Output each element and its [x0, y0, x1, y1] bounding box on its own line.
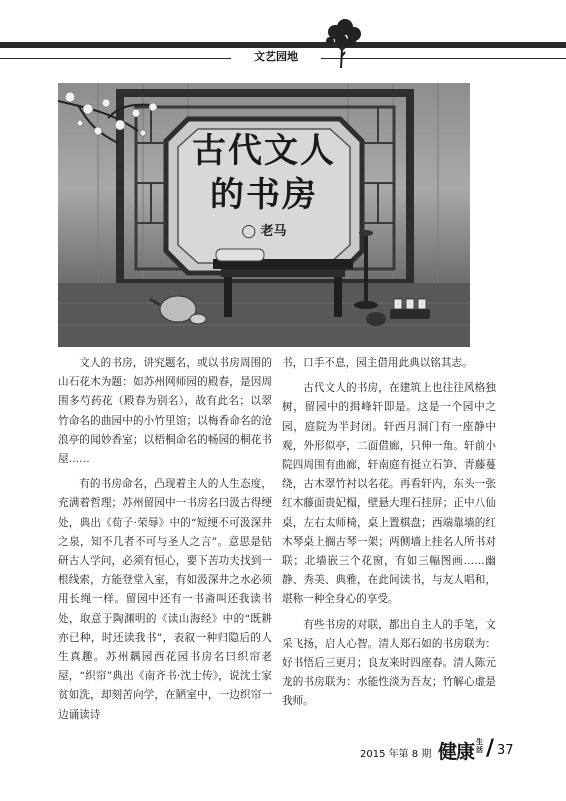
paragraph: 有些书房的对联，都出自主人的手笔，文采飞扬，启人心智。清人郑石如的书房联为：好书悟后三更月；良友来时四座春。清人陈元龙的书房联为：水能性淡为吾友；竹解心虚是我师。 — [282, 618, 496, 708]
tree-icon — [321, 16, 365, 68]
paragraph-continued: 书，口手不息，园主借用此典以铭其志。 — [282, 357, 473, 369]
article-title-line2: 的书房 — [210, 175, 318, 215]
issue-label: 2015 年第 8 期 — [360, 749, 432, 760]
paragraph: 古代文人的书房，在建筑上也往往风格独树，留园中的揖峰轩即是。这是一个园中之园，庭院为半封闭。轩西月洞门有一座静中观，外形似亭，二面借廊，只伸一角。轩前小院四周围有曲廊，轩南庭有挺立石笋、青藤蔓绕，古木翠竹衬以名花。再看轩内，东头一张红木藤面贵妃榻，壁悬大理石挂屏；正中八仙桌，左右太师椅，桌上置棋盘；西端靠墙的红木琴桌上搁古琴一架；两侧墙上挂名人所书对联；北墙嵌三个花窗，有如三幅图画……幽静、秀美、典雅，在此间读书，与友人唱和，堪称一种全身心的享受。 — [282, 382, 496, 606]
magazine-brand-sub: 生活 — [476, 738, 483, 754]
body-column-right — [282, 354, 496, 712]
page-footer — [360, 738, 520, 762]
article-title-line1: 古代文人 — [192, 131, 336, 171]
article-author: ◯ 老马 — [241, 224, 287, 239]
footer-slash: / — [486, 736, 495, 761]
hero-image — [58, 83, 470, 347]
paragraph: 文人的书房，讲究题名，或以书房周围的山石花木为题：如苏州网师园的殿春，是因周围多芍药花（殿春为别名），故有此名；以翠竹命名的曲园中的小竹里馆；以梅香命名的沧浪亭的闻妙香室；以梧桐命名的畅园的桐花书屋…… — [58, 357, 272, 466]
body-column-left — [58, 354, 272, 725]
page-number: 37 — [497, 743, 514, 758]
paragraph: 有的书房命名，凸现着主人的人生态度，充满着哲理；苏州留园中一书房名曰汲古得绠处，典出《荀子·荣辱》中的“短绠不可汲深井之泉，知不几者不可与圣人之言”。意思是钻研古人学问，必须有恒心，要下苦功夫找到一根线索，方能登堂入室，有如汲深井之水必须用长绳一样。留园中还有一书斋叫还我读书处，取意于陶渊明的《读山海经》中的“既耕亦已种，时还读我书”，表叙一种归隐后的人生真趣。苏州耦园西花园书房名曰织帘老屋，“织帘”典出《南齐书·沈士传》，说沈士家贫如洗，却刻苦向学，在陋室中，一边织帘一边诵读诗 — [58, 478, 272, 721]
magazine-brand: 健康 — [438, 741, 475, 763]
section-label: 文艺园地 — [231, 48, 321, 66]
